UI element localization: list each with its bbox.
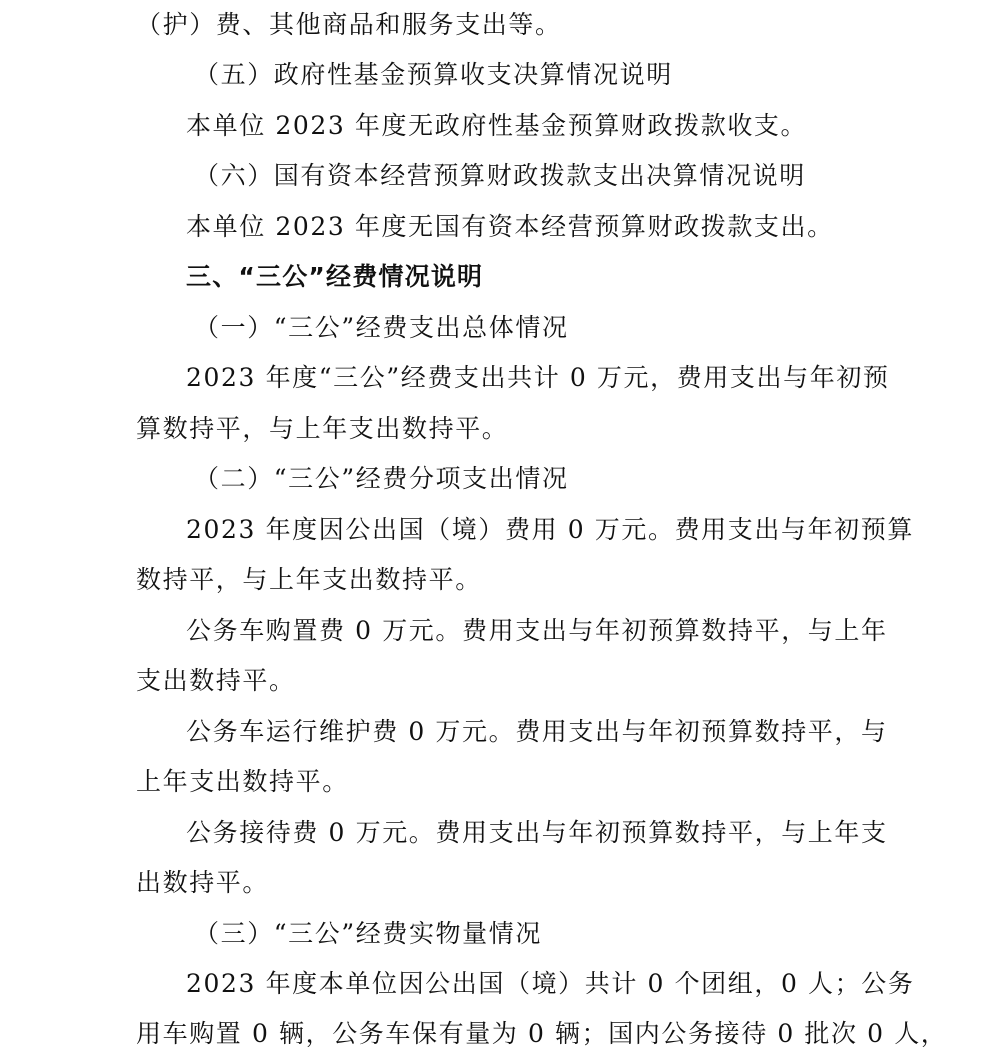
paragraph-line: 公务车购置费 0 万元。费用支出与年初预算数持平，与上年 bbox=[186, 616, 888, 645]
paragraph-line: 算数持平，与上年支出数持平。 bbox=[136, 414, 509, 443]
paragraph-line: 公务接待费 0 万元。费用支出与年初预算数持平，与上年支 bbox=[186, 818, 888, 847]
paragraph-line: 上年支出数持平。 bbox=[136, 767, 349, 796]
paragraph-line: 2023 年度本单位因公出国（境）共计 0 个团组，0 人；公务 bbox=[186, 969, 915, 998]
subsection-heading-one: （一）“三公”经费支出总体情况 bbox=[194, 313, 569, 342]
paragraph-line: 公务车运行维护费 0 万元。费用支出与年初预算数持平，与 bbox=[186, 717, 888, 746]
paragraph-line: 本单位 2023 年度无国有资本经营预算财政拨款支出。 bbox=[186, 212, 834, 241]
paragraph-line: 出数持平。 bbox=[136, 868, 270, 897]
paragraph-line: 本单位 2023 年度无政府性基金预算财政拨款收支。 bbox=[186, 111, 808, 140]
paragraph-line: 支出数持平。 bbox=[136, 666, 296, 695]
subsection-heading-two: （二）“三公”经费分项支出情况 bbox=[194, 464, 569, 493]
paragraph-line: 2023 年度“三公”经费支出共计 0 万元，费用支出与年初预 bbox=[186, 363, 890, 392]
paragraph-line: 数持平，与上年支出数持平。 bbox=[136, 565, 482, 594]
section-heading-six: （六）国有资本经营预算财政拨款支出决算情况说明 bbox=[194, 161, 806, 190]
section-heading-five: （五）政府性基金预算收支决算情况说明 bbox=[194, 60, 673, 89]
paragraph-line: 用车购置 0 辆，公务车保有量为 0 辆；国内公务接待 0 批次 0 人， bbox=[136, 1019, 948, 1048]
paragraph-line: 2023 年度因公出国（境）费用 0 万元。费用支出与年初预算 bbox=[186, 515, 914, 544]
paragraph-line: （护）费、其他商品和服务支出等。 bbox=[136, 10, 562, 39]
section-heading-three: 三、“三公”经费情况说明 bbox=[186, 262, 484, 291]
subsection-heading-three: （三）“三公”经费实物量情况 bbox=[194, 919, 542, 948]
